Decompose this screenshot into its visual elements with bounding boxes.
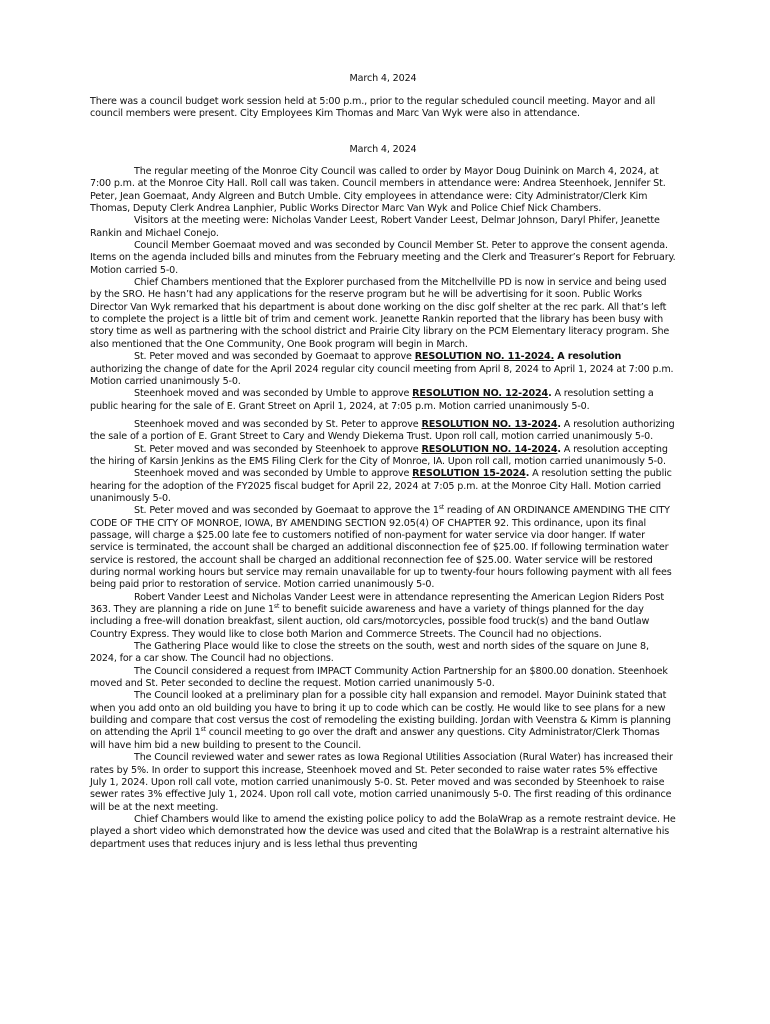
ordinance-text: reading of AN ORDINANCE AMENDING THE CITY CODE OF THE CITY OF MONROE, IOWA, BY AMENDING SECTION 92.05(4) OF CHAPTER 92. This ordinance, upon its final passage, will charge a $25.00 late fee to customers notified of non-payment for water service via door hanger. If water service is terminated, the account shall be charged an additional disconnection fee of $25.00. If following termination water service is restored, the account shall be charged an additional reconnection fee of $25.00. Water service will be restored during normal working hours but service may remain unavailable for up to twenty-four hours following payment with all fees being paid prior to restoration of service. Motion carried unanimously 5-0. — [90, 505, 672, 591]
resolution-title: RESOLUTION NO. 12-2024 — [412, 388, 549, 400]
resolution-label: . — [557, 443, 561, 455]
resolution-12-paragraph — [90, 388, 676, 413]
resolution-text: Steenhoek moved and was seconded by St. Peter to approve — [134, 418, 422, 430]
meeting-date: March 4, 2024 — [349, 144, 417, 155]
resolution-title: RESOLUTION NO. 14-2024 — [421, 443, 558, 455]
resolution-label: . — [557, 418, 561, 430]
resolution-text: A resolution authorizing the sale of a portion of E. Grant Street to Cary and Wendy Diekema Trust. Upon roll call, motion carried unanimously 5-0. — [90, 418, 675, 443]
resolution-text: Steenhoek moved and was seconded by Umble to approve — [134, 388, 413, 400]
ordinance-paragraph — [90, 505, 676, 591]
impact-paragraph: The Council considered a request from IMPACT Community Action Partnership for an $800.00 donation. Steenhoek moved and St. Peter seconded to decline the request. Motion carried unanimously 5-0. — [90, 665, 668, 690]
resolution-text: St. Peter moved and was seconded by Steenhoek to approve — [134, 443, 422, 455]
department-reports-paragraph: Chief Chambers mentioned that the Explorer purchased from the Mitchellville PD is now in service and being used by the SRO. He hasn’t had any applications for the reserve program but he will be advertising for it soon. Public Works Director Van Wyk remarked that his department is about done working on the disc golf shelter at the rec park. All that’s left to complete the project is a little bit of trim and cement work. Jeanette Rankin reported that the library has been busy with story time as well as partnering with the school district and Prairie City library on the PCM Elementary literacy program. She also mentioned that the One Community, One Book program will begin in March. — [90, 277, 670, 350]
bolawrap-paragraph: Chief Chambers would like to amend the existing police policy to add the BolaWrap as a remote restraint device. He played a short video which demonstrated how the device was used and cited that the BolaWrap is a restraint alternative his department uses that reduces injury and is less lethal thus preventing — [90, 813, 676, 850]
work-session-paragraph: There was a council budget work session held at 5:00 p.m., prior to the regular scheduled council meeting. Mayor and all council members were present. City Employees Kim Thomas and Marc Van Wyk were also in attendance. — [90, 96, 656, 120]
header-date: March 4, 2024 — [349, 73, 417, 84]
water-rates-paragraph: The Council reviewed water and sewer rates as Iowa Regional Utilities Association (Rural Water) has increased their rates by 5%. In order to support this increase, Steenhoek moved and St. Peter seconded to raise water rates 5% effective July 1, 2024. Upon roll call vote, motion carried unanimously 5-0. St. Peter moved and was seconded by Steenhoek to raise sewer rates 3% effective July 1, 2024. Upon roll call vote, motion carried unanimously 5-0. The first reading of this ordinance will be at the next meeting. — [90, 752, 673, 813]
city-hall-paragraph — [90, 690, 676, 752]
resolution-label: A resolution — [554, 351, 622, 363]
gathering-place-paragraph: The Gathering Place would like to close the streets on the south, west and north sides of the square on June 8, 2024, for a car show. The Council had no objections. — [90, 641, 649, 665]
consent-agenda-paragraph: Council Member Goemaat moved and was seconded by Council Member St. Peter to approve the consent agenda. Items on the agenda included bills and minutes from the February meeting and the Clerk and Treasurer’s Report for February. Motion carried 5-0. — [90, 240, 676, 276]
resolution-text: authorizing the change of date for the April 2024 regular city council meeting from April 8, 2024 to April 1, 2024 at 7:00 p.m. Motion carried unanimously 5-0. — [90, 363, 674, 387]
resolution-text: A resolution setting a public hearing for the sale of E. Grant Street on April 1, 2024, at 7:05 p.m. Motion carried unanimously 5-0. — [90, 388, 654, 412]
ordinal-suffix: st — [200, 726, 206, 734]
resolution-title: RESOLUTION NO. 13-2024 — [421, 418, 558, 430]
resolution-label: . — [525, 468, 530, 480]
resolution-title: RESOLUTION NO. 11-2024. — [414, 351, 555, 363]
legion-text: Robert Vander Leest and Nicholas Vander Leest were in attendance representing the American Legion Riders Post 363. They are planning a ride on June 1 — [90, 591, 664, 616]
minutes-body — [90, 166, 676, 851]
ordinal-suffix: st — [438, 504, 445, 512]
legion-text: to benefit suicide awareness and have a variety of things planned for the day including a free-will donation breakfast, silent auction, old cars/motorcycles, possible food truck(s) and the band Outlaw Country Express. They would like to close both Marion and Commerce Streets. The Council had no objections. — [90, 604, 650, 640]
call-to-order-paragraph: The regular meeting of the Monroe City Council was called to order by Mayor Doug Duinink on March 4, 2024, at 7:00 p.m. at the Monroe City Hall. Roll call was taken. Council members in attendance were: Andrea Steenhoek, Jennifer St. Peter, Jean Goemaat, Andy Algreen and Butch Umble. City employees in attendance were: City Administrator/Clerk Kim Thomas, Deputy Clerk Andrea Lanphier, Public Works Director Marc Van Wyk and Police Chief Nick Chambers. — [90, 166, 666, 215]
resolution-text: Steenhoek moved and was seconded by Umble to approve — [134, 468, 413, 480]
resolution-title: RESOLUTION 15-2024 — [412, 468, 526, 480]
resolution-text: A resolution accepting the hiring of Karsin Jenkins as the EMS Filing Clerk for the City of Monroe, IA. Upon roll call, motion carried unanimously 5-0. — [90, 443, 668, 467]
resolution-label: . — [548, 388, 552, 400]
resolution-13-paragraph — [90, 419, 676, 444]
city-hall-text: The Council looked at a preliminary plan for a possible city hall expansion and remodel. Mayor Duinink stated that when you add onto an old building you have to bring it up to code which can be costly. He would like to see plans for a new building and compare that cost versus the cost of remodeling the existing building. Jordan with Veenstra & Kimm is planning on attending the April 1 — [90, 690, 671, 739]
resolution-text: St. Peter moved and was seconded by Goemaat to approve — [134, 351, 415, 363]
city-hall-text: council meeting to go over the draft and answer any questions. City Administrator/Clerk Thomas will have him bid a new building to present to the Council. — [90, 727, 660, 751]
resolution-11-paragraph — [90, 351, 676, 388]
ordinal-suffix: st — [274, 603, 280, 611]
ordinance-text: St. Peter moved and was seconded by Goemaat to approve the 1 — [134, 505, 439, 517]
resolution-text: A resolution setting the public hearing for the adoption of the FY2025 fiscal budget for April 22, 2024 at 7:05 p.m. at the Monroe City Hall. Motion carried unanimously 5-0. — [90, 468, 672, 504]
resolution-14-paragraph — [90, 444, 676, 469]
visitors-paragraph: Visitors at the meeting were: Nicholas Vander Leest, Robert Vander Leest, Delmar Johnson, Daryl Phifer, Jeanette Rankin and Michael Conejo. — [90, 215, 660, 239]
resolution-15-paragraph — [90, 468, 676, 505]
legion-paragraph — [90, 592, 676, 641]
